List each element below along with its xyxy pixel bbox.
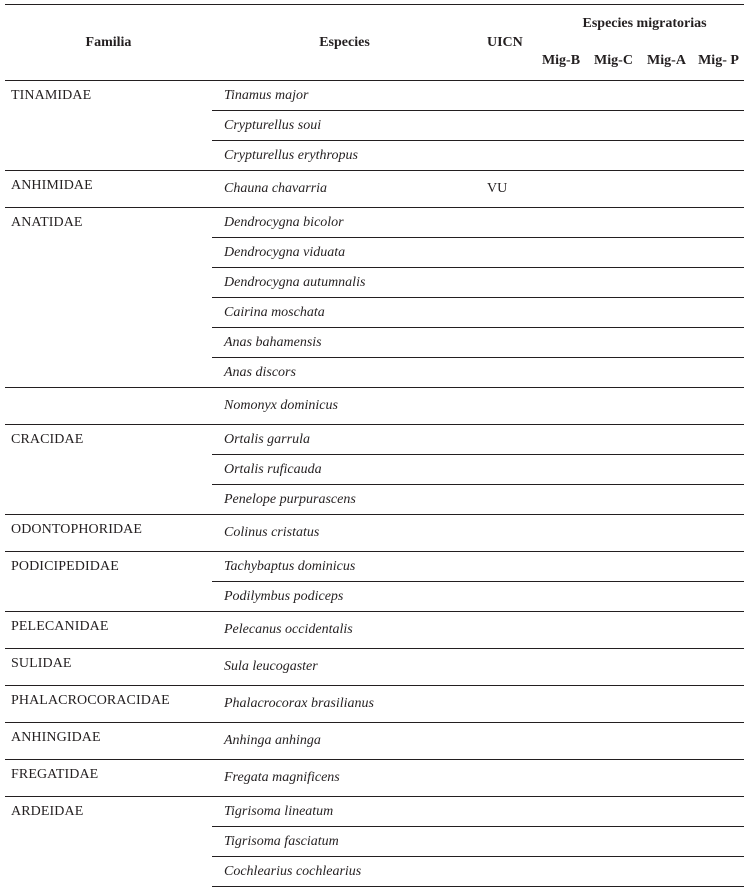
species-cell: Pelecanus occidentalis: [212, 612, 477, 649]
species-cell: Fregata magnificens: [212, 760, 477, 797]
mig-a-cell: [640, 268, 693, 298]
family-cell: ANHINGIDAE: [5, 723, 212, 760]
mig-p-cell: [693, 298, 744, 328]
mig-p-cell: [693, 171, 744, 208]
uicn-cell: [477, 208, 535, 238]
species-cell: Ortalis ruficauda: [212, 455, 477, 485]
mig-p-cell: [693, 81, 744, 111]
mig-b-cell: [535, 238, 587, 268]
table-row: [5, 425, 744, 455]
species-cell: Cochlearius cochlearius: [212, 857, 477, 887]
header-familia: Familia: [5, 5, 212, 81]
mig-a-cell: [640, 552, 693, 582]
mig-c-cell: [587, 857, 640, 887]
mig-c-cell: [587, 81, 640, 111]
mig-b-cell: [535, 455, 587, 485]
uicn-cell: [477, 298, 535, 328]
table-body: [5, 81, 744, 887]
family-cell: ANHIMIDAE: [5, 171, 212, 208]
mig-b-cell: [535, 141, 587, 171]
family-cell: SULIDAE: [5, 649, 212, 686]
table-row: [5, 552, 744, 582]
uicn-cell: [477, 328, 535, 358]
mig-b-cell: [535, 425, 587, 455]
uicn-cell: [477, 425, 535, 455]
table-row: [5, 388, 744, 425]
mig-p-cell: [693, 238, 744, 268]
species-cell: Ortalis garrula: [212, 425, 477, 455]
species-cell: Podilymbus podiceps: [212, 582, 477, 612]
mig-b-cell: [535, 686, 587, 723]
species-cell: Tigrisoma fasciatum: [212, 827, 477, 857]
mig-c-cell: [587, 649, 640, 686]
mig-b-cell: [535, 171, 587, 208]
mig-p-cell: [693, 686, 744, 723]
mig-p-cell: [693, 111, 744, 141]
mig-c-cell: [587, 425, 640, 455]
header-mig-c: Mig-C: [587, 42, 640, 81]
mig-c-cell: [587, 111, 640, 141]
header-mig-a: Mig-A: [640, 42, 693, 81]
table-row: [5, 649, 744, 686]
mig-p-cell: [693, 857, 744, 887]
table-row: [5, 171, 744, 208]
mig-c-cell: [587, 582, 640, 612]
mig-b-cell: [535, 515, 587, 552]
uicn-cell: [477, 686, 535, 723]
table-row: [5, 208, 744, 238]
species-cell: Dendrocygna viduata: [212, 238, 477, 268]
mig-b-cell: [535, 827, 587, 857]
species-cell: Chauna chavarria: [212, 171, 477, 208]
species-cell: Tigrisoma lineatum: [212, 797, 477, 827]
uicn-cell: [477, 797, 535, 827]
mig-p-cell: [693, 268, 744, 298]
mig-c-cell: [587, 268, 640, 298]
species-cell: Colinus cristatus: [212, 515, 477, 552]
mig-c-cell: [587, 515, 640, 552]
family-cell: PHALACROCORACIDAE: [5, 686, 212, 723]
mig-a-cell: [640, 582, 693, 612]
species-cell: Anas discors: [212, 358, 477, 388]
species-cell: Cairina moschata: [212, 298, 477, 328]
mig-p-cell: [693, 455, 744, 485]
mig-c-cell: [587, 612, 640, 649]
uicn-cell: [477, 612, 535, 649]
uicn-cell: [477, 358, 535, 388]
uicn-cell: [477, 388, 535, 425]
mig-a-cell: [640, 723, 693, 760]
uicn-cell: VU: [477, 171, 535, 208]
family-cell: ARDEIDAE: [5, 797, 212, 887]
mig-c-cell: [587, 797, 640, 827]
uicn-cell: [477, 141, 535, 171]
species-cell: Anhinga anhinga: [212, 723, 477, 760]
species-table-container: [5, 4, 744, 887]
mig-a-cell: [640, 141, 693, 171]
species-cell: Sula leucogaster: [212, 649, 477, 686]
mig-b-cell: [535, 111, 587, 141]
mig-p-cell: [693, 388, 744, 425]
uicn-cell: [477, 81, 535, 111]
table-row: [5, 797, 744, 827]
species-cell: Crypturellus erythropus: [212, 141, 477, 171]
mig-b-cell: [535, 298, 587, 328]
mig-a-cell: [640, 515, 693, 552]
species-cell: Nomonyx dominicus: [212, 388, 477, 425]
uicn-cell: [477, 552, 535, 582]
mig-p-cell: [693, 649, 744, 686]
mig-a-cell: [640, 455, 693, 485]
mig-a-cell: [640, 358, 693, 388]
mig-c-cell: [587, 723, 640, 760]
mig-c-cell: [587, 686, 640, 723]
mig-b-cell: [535, 857, 587, 887]
uicn-cell: [477, 723, 535, 760]
mig-b-cell: [535, 797, 587, 827]
mig-b-cell: [535, 723, 587, 760]
mig-a-cell: [640, 388, 693, 425]
mig-b-cell: [535, 358, 587, 388]
table-row: [5, 723, 744, 760]
mig-a-cell: [640, 857, 693, 887]
family-cell: ODONTOPHORIDAE: [5, 515, 212, 552]
mig-b-cell: [535, 81, 587, 111]
header-uicn: UICN: [477, 5, 535, 81]
mig-a-cell: [640, 827, 693, 857]
mig-b-cell: [535, 328, 587, 358]
mig-a-cell: [640, 797, 693, 827]
uicn-cell: [477, 857, 535, 887]
species-cell: Tachybaptus dominicus: [212, 552, 477, 582]
mig-c-cell: [587, 760, 640, 797]
table-row: [5, 686, 744, 723]
uicn-cell: [477, 582, 535, 612]
mig-c-cell: [587, 208, 640, 238]
species-cell: Penelope purpurascens: [212, 485, 477, 515]
family-cell: FREGATIDAE: [5, 760, 212, 797]
mig-b-cell: [535, 485, 587, 515]
mig-p-cell: [693, 797, 744, 827]
species-cell: Tinamus major: [212, 81, 477, 111]
mig-b-cell: [535, 612, 587, 649]
mig-p-cell: [693, 552, 744, 582]
mig-b-cell: [535, 388, 587, 425]
uicn-cell: [477, 485, 535, 515]
mig-p-cell: [693, 141, 744, 171]
mig-a-cell: [640, 298, 693, 328]
uicn-cell: [477, 455, 535, 485]
uicn-cell: [477, 111, 535, 141]
uicn-cell: [477, 649, 535, 686]
mig-p-cell: [693, 358, 744, 388]
mig-p-cell: [693, 582, 744, 612]
family-cell: PODICIPEDIDAE: [5, 552, 212, 612]
table-row: [5, 515, 744, 552]
uicn-cell: [477, 238, 535, 268]
mig-c-cell: [587, 388, 640, 425]
mig-c-cell: [587, 298, 640, 328]
table-row: [5, 81, 744, 111]
header-mig-p: Mig- P: [693, 42, 744, 81]
uicn-cell: [477, 827, 535, 857]
header-mig-b: Mig-B: [535, 42, 587, 81]
mig-c-cell: [587, 171, 640, 208]
mig-b-cell: [535, 649, 587, 686]
mig-a-cell: [640, 238, 693, 268]
species-cell: Dendrocygna bicolor: [212, 208, 477, 238]
mig-b-cell: [535, 582, 587, 612]
family-cell: [5, 388, 212, 425]
mig-p-cell: [693, 208, 744, 238]
table-header: [5, 5, 744, 81]
mig-c-cell: [587, 238, 640, 268]
mig-a-cell: [640, 760, 693, 797]
mig-b-cell: [535, 552, 587, 582]
species-cell: Phalacrocorax brasilianus: [212, 686, 477, 723]
mig-a-cell: [640, 612, 693, 649]
mig-c-cell: [587, 485, 640, 515]
mig-p-cell: [693, 515, 744, 552]
family-cell: PELECANIDAE: [5, 612, 212, 649]
species-cell: Anas bahamensis: [212, 328, 477, 358]
mig-a-cell: [640, 686, 693, 723]
mig-p-cell: [693, 485, 744, 515]
mig-a-cell: [640, 111, 693, 141]
mig-a-cell: [640, 81, 693, 111]
species-cell: Dendrocygna autumnalis: [212, 268, 477, 298]
family-cell: ANATIDAE: [5, 208, 212, 388]
uicn-cell: [477, 760, 535, 797]
mig-c-cell: [587, 328, 640, 358]
mig-b-cell: [535, 208, 587, 238]
mig-c-cell: [587, 358, 640, 388]
mig-a-cell: [640, 171, 693, 208]
table-row: [5, 612, 744, 649]
header-especies: Especies: [212, 5, 477, 81]
mig-a-cell: [640, 485, 693, 515]
mig-p-cell: [693, 425, 744, 455]
mig-c-cell: [587, 455, 640, 485]
mig-p-cell: [693, 328, 744, 358]
mig-a-cell: [640, 649, 693, 686]
mig-b-cell: [535, 760, 587, 797]
header-especies-migratorias: Especies migratorias: [535, 5, 744, 43]
species-table: [5, 4, 744, 887]
mig-b-cell: [535, 268, 587, 298]
mig-p-cell: [693, 612, 744, 649]
mig-a-cell: [640, 328, 693, 358]
mig-c-cell: [587, 141, 640, 171]
mig-c-cell: [587, 827, 640, 857]
mig-c-cell: [587, 552, 640, 582]
uicn-cell: [477, 268, 535, 298]
family-cell: TINAMIDAE: [11, 88, 92, 103]
uicn-cell: [477, 515, 535, 552]
mig-p-cell: [693, 827, 744, 857]
mig-a-cell: [640, 208, 693, 238]
mig-a-cell: [640, 425, 693, 455]
mig-p-cell: [693, 760, 744, 797]
family-cell: CRACIDAE: [5, 425, 212, 515]
table-row: [5, 760, 744, 797]
mig-p-cell: [693, 723, 744, 760]
species-cell: Crypturellus soui: [212, 111, 477, 141]
